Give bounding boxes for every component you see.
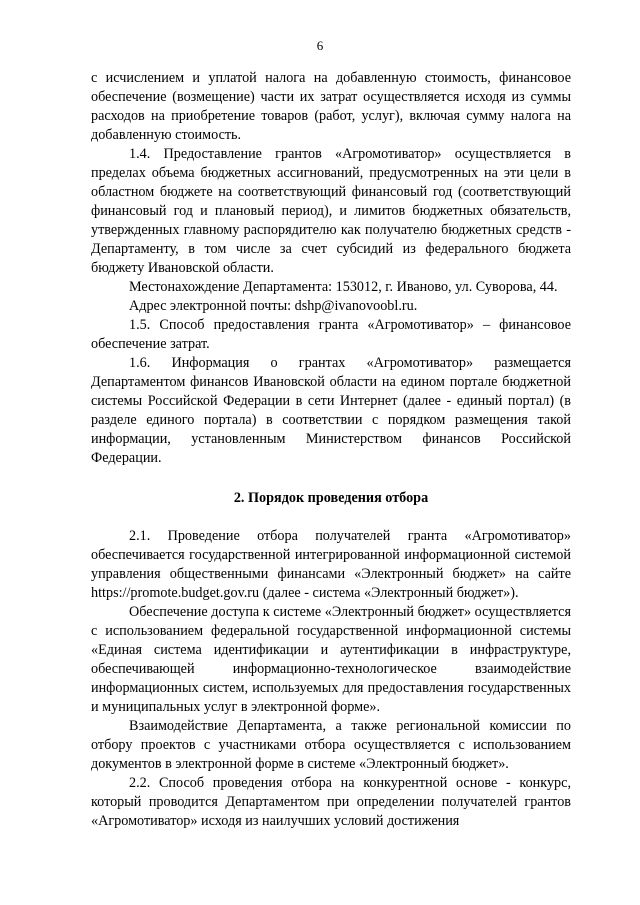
- paragraph-access: Обеспечение доступа к системе «Электронный бюджет» осуществляется с использованием федеральной государственной информационной системы «Единая система идентификации и аутентификации в инфраструктуре, обеспечивающей информационно-технологическое взаимодействие информационных систем, используемых для предоставления государственных и муниципальных услуг в электронной форме».: [91, 604, 571, 715]
- paragraph-1-4: 1.4. Предоставление грантов «Агромотиватор» осуществляется в пределах объема бюджетных ассигнований, предусмотренных на эти цели в областном бюджете на соответствующий финансовый год (соответствующий финансовый год и плановый период), и лимитов бюджетных обязательств, утвержденных главному распорядителю как получателю бюджетных средств - Департаменту, в том числе за счет субсидий из федерального бюджета бюджету Ивановской области.: [91, 146, 571, 276]
- paragraph-interaction: Взаимодействие Департамента, а также региональной комиссии по отбору проектов с участниками отбора осуществляется с использованием документов в электронной форме в системе «Электронный бюджет».: [91, 718, 571, 772]
- paragraph-1-5: 1.5. Способ предоставления гранта «Агромотиватор» – финансовое обеспечение затрат.: [91, 317, 571, 352]
- document-body: [91, 69, 571, 831]
- paragraph-continuation: с исчислением и уплатой налога на добавленную стоимость, финансовое обеспечение (возмещение) части их затрат осуществляется исходя из суммы расходов на приобретение товаров (работ, услуг), включая сумму налога на добавленную стоимость.: [91, 70, 571, 143]
- section-heading: 2. Порядок проведения отбора: [233, 490, 429, 506]
- paragraph-2-1: 2.1. Проведение отбора получателей гранта «Агромотиватор» обеспечивается государственной интегрированной информационной системой управления общественными финансами «Электронный бюджет» на сайте https://promote.budget.gov.ru (далее - система «Электронный бюджет»).: [91, 528, 571, 601]
- paragraph-email: Адрес электронной почты: dshp@ivanovoobl.ru.: [129, 298, 418, 314]
- paragraph-location: Местонахождение Департамента: 153012, г. Иваново, ул. Суворова, 44.: [129, 279, 558, 295]
- paragraph-1-6: 1.6. Информация о грантах «Агромотиватор» размещается Департаментом финансов Ивановской области на едином портале бюджетной системы Российской Федерации в сети Интернет (далее - единый портал) (в разделе единого портала) в соответствии с порядком размещения такой информации, установленным Министерством финансов Российской Федерации.: [91, 355, 571, 466]
- page-number: 6: [316, 38, 324, 53]
- paragraph-2-2: 2.2. Способ проведения отбора на конкурентной основе - конкурс, который проводится Департаментом при определении получателей грантов «Агромотиватор» исходя из наилучших условий достижения: [91, 775, 571, 829]
